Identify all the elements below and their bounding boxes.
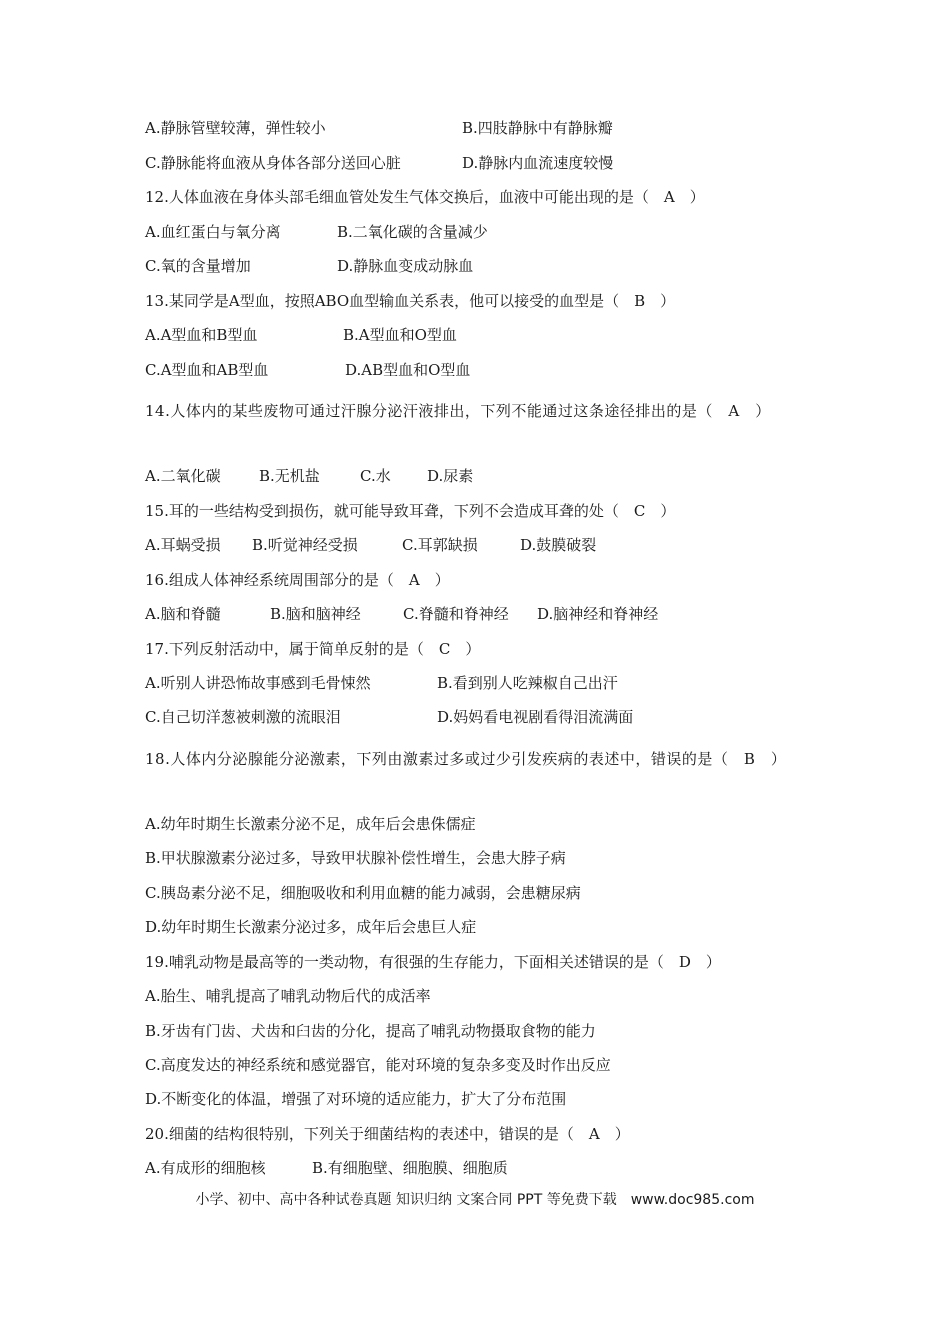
q13-option-d: D.AB型血和O型血 [345,361,471,379]
q17-options-row-2 [145,707,634,727]
q14-option-b: B.无机盐 [259,467,320,485]
q12-stem: 12.人体血液在身体头部毛细血管处发生气体交换后，血液中可能出现的是（ A ） [145,188,705,206]
q13-stem: 13.某同学是A型血，按照ABO血型输血关系表，他可以接受的血型是（ B ） [145,292,676,310]
q12-options-row-2 [145,256,474,276]
q17-options-row-1 [145,673,618,693]
q18-stem: 18.人体内分泌腺能分泌激素，下列由激素过多或过少引发疾病的表述中，错误的是（ B ） [145,750,787,768]
q14-option-d: D.尿素 [427,467,474,485]
q20-option-a: A.有成形的细胞核 [145,1159,266,1177]
q19-option-b: B.牙齿有门齿、犬齿和臼齿的分化，提高了哺乳动物摄取食物的能力 [145,1022,596,1040]
q15-option-d: D.鼓膜破裂 [520,536,597,554]
q16-options-row [145,604,659,624]
q15-option-a: A.耳蜗受损 [145,536,221,554]
q13-options-row-1 [145,325,457,345]
q15-option-c: C.耳郭缺损 [402,536,478,554]
q18-option-b: B.甲状腺激素分泌过多，导致甲状腺补偿性增生，会患大脖子病 [145,849,566,867]
q12-option-b: B.二氧化碳的含量减少 [337,223,488,241]
q11-option-a: A.静脉管壁较薄，弹性较小 [145,119,326,137]
q11-options-row-1 [145,118,613,138]
q20-stem: 20.细菌的结构很特别，下列关于细菌结构的表述中，错误的是（ A ） [145,1125,630,1143]
q18-option-a: A.幼年时期生长激素分泌不足，成年后会患侏儒症 [145,815,476,833]
page-footer: 小学、初中、高中各种试卷真题 知识归纳 文案合同 PPT 等免费下载 www.doc985.com [195,1192,755,1208]
q16-option-c: C.脊髓和脊神经 [403,605,509,623]
q14-option-c: C.水 [360,467,391,485]
q19-stem: 19.哺乳动物是最高等的一类动物，有很强的生存能力，下面相关述错误的是（ D ） [145,953,721,971]
q19-option-a: A.胎生、哺乳提高了哺乳动物后代的成活率 [145,987,431,1005]
q12-options-row-1 [145,222,488,242]
q17-option-d: D.妈妈看电视剧看得泪流满面 [437,708,634,726]
q13-option-c: C.A型血和AB型血 [145,361,269,379]
q13-option-a: A.A型血和B型血 [145,326,258,344]
q19-option-d: D.不断变化的体温，增强了对环境的适应能力，扩大了分布范围 [145,1090,567,1108]
q20-option-b: B.有细胞壁、细胞膜、细胞质 [312,1159,508,1177]
q12-option-a: A.血红蛋白与氧分离 [145,223,281,241]
q20-options-row [145,1158,508,1178]
q12-option-d: D.静脉血变成动脉血 [337,257,474,275]
q17-option-a: A.听别人讲恐怖故事感到毛骨悚然 [145,674,371,692]
q16-option-b: B.脑和脑神经 [270,605,361,623]
q17-option-c: C.自己切洋葱被刺激的流眼泪 [145,708,341,726]
q14-options-row [145,466,474,486]
q17-stem: 17.下列反射活动中，属于简单反射的是（ C ） [145,640,481,658]
q15-stem: 15.耳的一些结构受到损伤，就可能导致耳聋，下列不会造成耳聋的处（ C ） [145,502,676,520]
q11-options-row-2 [145,153,614,173]
q17-option-b: B.看到别人吃辣椒自己出汗 [437,674,618,692]
q12-option-c: C.氧的含量增加 [145,257,251,275]
q11-option-b: B.四肢静脉中有静脉瓣 [462,119,613,137]
q14-stem: 14.人体内的某些废物可通过汗腺分泌汗液排出，下列不能通过这条途径排出的是（ A ） [145,402,771,420]
q16-option-a: A.脑和脊髓 [145,605,221,623]
q15-options-row [145,535,597,555]
q11-option-c: C.静脉能将血液从身体各部分送回心脏 [145,154,401,172]
q13-option-b: B.A型血和O型血 [343,326,457,344]
q16-option-d: D.脑神经和脊神经 [537,605,659,623]
q18-option-c: C.胰岛素分泌不足，细胞吸收和利用血糖的能力减弱，会患糖尿病 [145,884,581,902]
q19-option-c: C.高度发达的神经系统和感觉器官，能对环境的复杂多变及时作出反应 [145,1056,611,1074]
q13-options-row-2 [145,360,471,380]
q15-option-b: B.听觉神经受损 [252,536,358,554]
q16-stem: 16.组成人体神经系统周围部分的是（ A ） [145,571,450,589]
q14-option-a: A.二氧化碳 [145,467,221,485]
q18-option-d: D.幼年时期生长激素分泌过多，成年后会患巨人症 [145,918,477,936]
q11-option-d: D.静脉内血流速度较慢 [462,154,614,172]
